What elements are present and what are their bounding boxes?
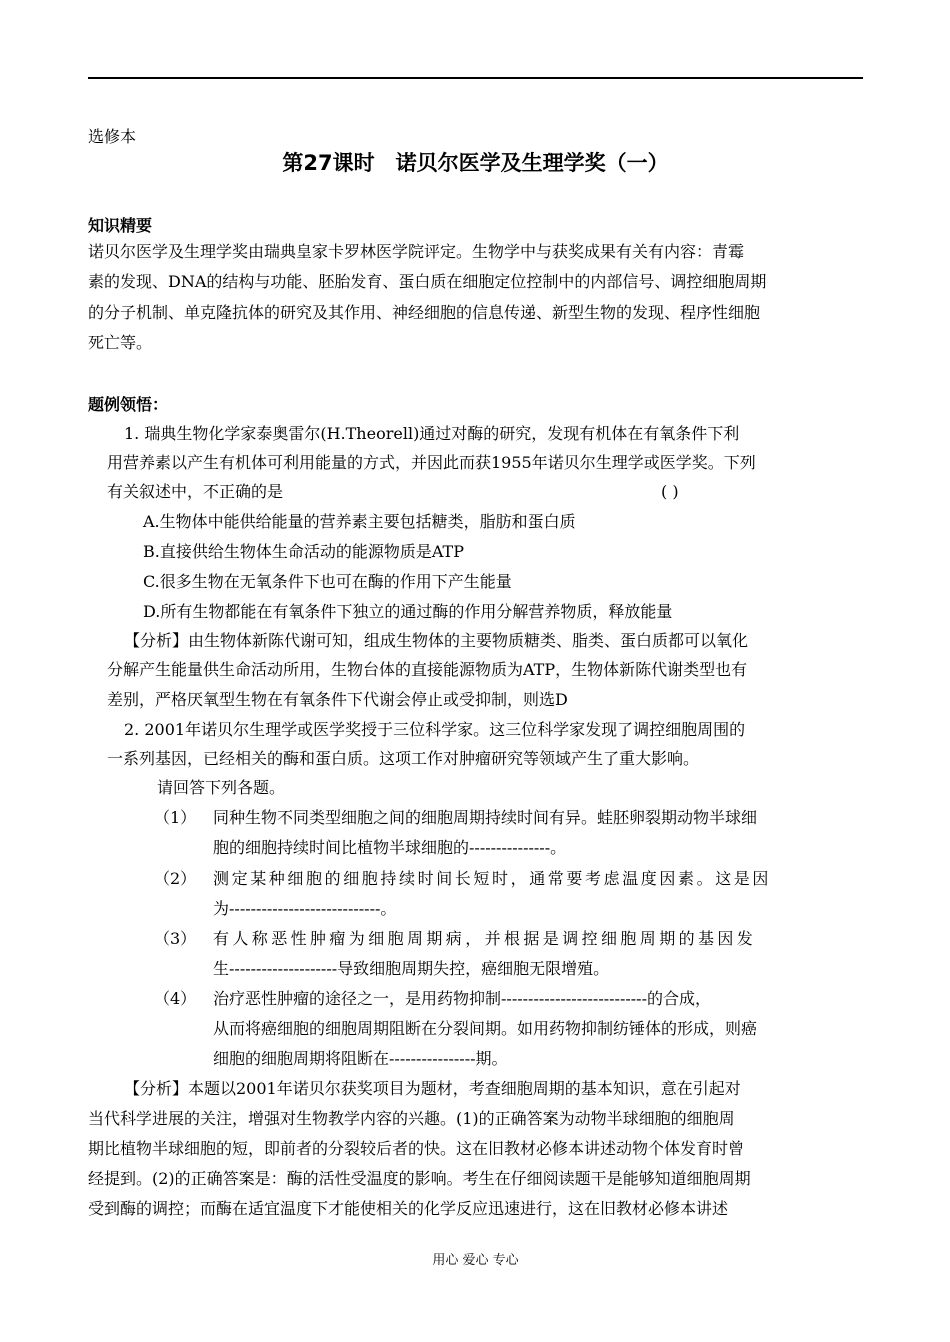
q2-analysis-line: 经提到。(2)的正确答案是：酶的活性受温度的影响。考生在仔细阅读题干是能够知道细胞周期 [88,1169,751,1188]
q1-line: 用营养素以产生有机体可利用能量的方式，并因此而获1955年诺贝尔生理学或医学奖。下列 [107,453,756,472]
sub-question-line: 为----------------------------。 [213,899,397,918]
sub-question-line: 同种生物不同类型细胞之间的细胞周期持续时间有异。蛙胚卵裂期动物半球细 [213,808,758,827]
q1-option-c: C.很多生物在无氧条件下也可在酶的作用下产生能量 [143,572,512,591]
sub-question-line: 治疗恶性肿瘤的途径之一，是用药物抑制---------------------------的合成， [213,989,711,1008]
section-heading-examples: 题例领悟： [88,395,169,414]
knowledge-line: 的分子机制、单克隆抗体的研究及其作用、神经细胞的信息传递、新型生物的发现、程序性细胞 [88,303,761,322]
sub-question-line: 有人称恶性肿瘤为细胞周期病，并根据是调控细胞周期的基因发 [213,929,757,948]
q2-analysis-line: 期比植物半球细胞的短，即前者的分裂较后者的快。这在旧教材必修本讲述动物个体发育时曾 [88,1139,745,1158]
knowledge-line: 素的发现、DNA的结构与功能、胚胎发育、蛋白质在细胞定位控制中的内部信号、调控细胞周期 [88,272,767,291]
header-rule [88,77,863,79]
q1-option-b: B.直接供给生物体生命活动的能源物质是ATP [143,542,464,561]
sub-question-line: 生--------------------导致细胞周期失控，癌细胞无限增殖。 [213,959,610,978]
q1-analysis-line: 【分析】由生物体新陈代谢可知，组成生物体的主要物质糖类、脂类、蛋白质都可以氧化 [124,631,749,650]
page-footer: 用心 爱心 专心 [432,1253,519,1268]
sub-question-line: 从而将癌细胞的细胞周期阻断在分裂间期。如用药物抑制纺锤体的形成，则癌 [213,1019,758,1038]
q1-option-d: D.所有生物都能在有氧条件下独立的通过酶的作用分解营养物质，释放能量 [143,602,673,621]
knowledge-line: 死亡等。 [88,333,153,352]
q1-analysis-line: 差别，严格厌氧型生物在有氧条件下代谢会停止或受抑制，则选D [107,690,568,709]
sub-question-number: （3） [154,929,197,948]
sub-question-line: 测定某种细胞的细胞持续时间长短时，通常要考虑温度因素。这是因 [213,869,772,888]
sub-question-line: 细胞的细胞周期将阻断在----------------期。 [213,1049,508,1068]
section-heading-knowledge: 知识精要 [88,216,153,235]
header-label: 选修本 [88,127,137,146]
page-title: 第27课时 诺贝尔医学及生理学奖（一） [282,151,669,175]
sub-question-number: （4） [154,989,197,1008]
sub-question-number: （1） [154,808,197,827]
q1-line: 有关叙述中，不正确的是 [107,482,284,501]
q1-option-a: A.生物体中能供给能量的营养素主要包括糖类，脂肪和蛋白质 [143,512,576,531]
sub-question-line: 胞的细胞持续时间比植物半球细胞的---------------。 [213,838,567,857]
sub-question-number: （2） [154,869,197,888]
q1-line: 1. 瑞典生物化学家泰奥雷尔(H.Theorell)通过对酶的研究，发现有机体在有氧条件下利 [124,424,740,443]
q2-analysis-line: 【分析】本题以2001年诺贝尔获奖项目为题材，考查细胞周期的基本知识，意在引起对 [124,1079,741,1098]
q1-analysis-line: 分解产生能量供生命活动所用，生物台体的直接能源物质为ATP，生物体新陈代谢类型也有 [107,660,748,679]
q2-analysis-line: 当代科学进展的关注，增强对生物教学内容的兴趣。(1)的正确答案为动物半球细胞的细胞周 [88,1109,735,1128]
q2-analysis-line: 受到酶的调控；而酶在适宜温度下才能使相关的化学反应迅速进行，这在旧教材必修本讲述 [88,1199,729,1218]
q2-prompt: 请回答下列各题。 [157,778,286,797]
q2-line: 一系列基因，已经相关的酶和蛋白质。这项工作对肿瘤研究等领域产生了重大影响。 [107,749,700,768]
q2-line: 2. 2001年诺贝尔生理学或医学奖授于三位科学家。这三位科学家发现了调控细胞周围的 [124,720,746,739]
answer-bracket: ( ) [661,482,679,501]
knowledge-line: 诺贝尔医学及生理学奖由瑞典皇家卡罗林医学院评定。生物学中与获奖成果有关有内容：青霉 [88,242,745,261]
